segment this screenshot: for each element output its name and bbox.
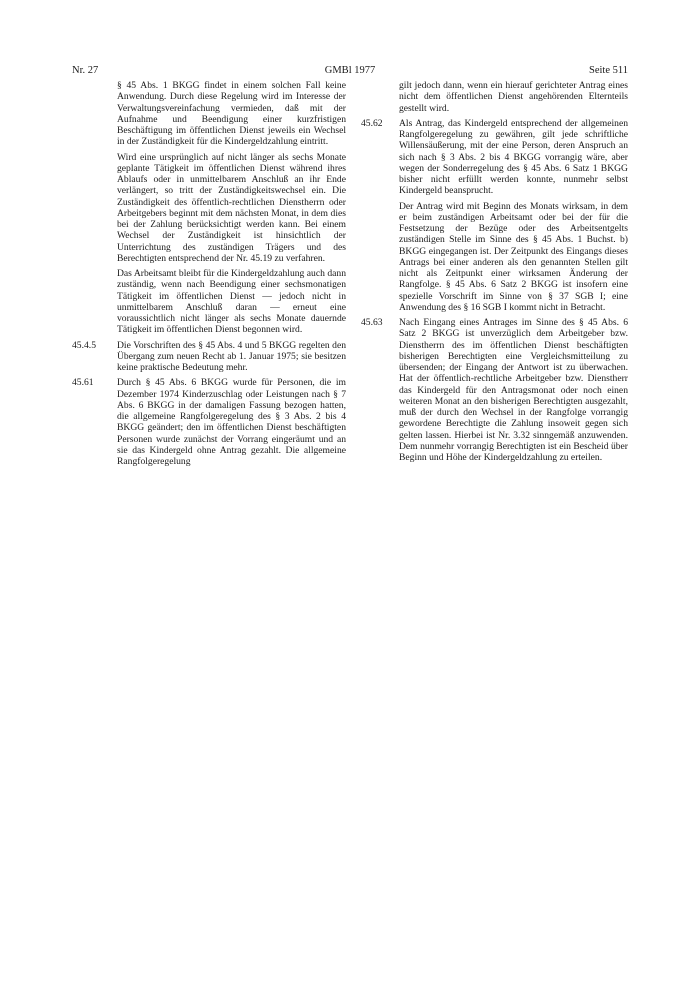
- paragraph: § 45 Abs. 1 BKGG findet in einem solchen Fall keine Anwendung. Durch diese Regelung wird im Interesse der Verwaltungsvereinfachung vermieden, daß mit der Aufnahme und Beendigung einer kurzfristigen Beschäftigung im öffentlichen Dienst jeweils ein Wechsel in der Zuständigkeit für die Kindergeldzahlung eintritt.: [117, 80, 346, 148]
- issue-number: Nr. 27: [72, 65, 99, 76]
- page-header: [72, 64, 628, 78]
- paragraph: Die Vorschriften des § 45 Abs. 4 und 5 BKGG regelten den Übergang zum neuen Recht ab 1. Januar 1975; sie besitzen keine praktische Bedeutung mehr.: [117, 339, 346, 373]
- section-continuation: [72, 80, 346, 336]
- section-45-63: [361, 317, 628, 463]
- paragraph: Wird eine ursprünglich auf nicht länger als sechs Monate geplante Tätigkeit im öffentlichen Dienst während ihres Ablaufs oder in unmittelbarem Anschluß an ihr Ende verlängert, so tritt der Zuständigkeitswechsel ein. Die Zuständigkeit des öffentlich-rechtlichen Dienstherrn oder Arbeitgebers beginnt mit dem nächsten Monat, in dem dies bei der Zahlung berücksichtigt werden kann. Bei einem Wechsel der Zuständigkeit ist hinsichtlich der Unterrichtung des zuständigen Trägers und des Berechtigten entsprechend der Nr. 45.19 zu verfahren.: [117, 151, 346, 264]
- paragraph: Das Arbeitsamt bleibt für die Kindergeldzahlung auch dann zuständig, wenn nach Beendigung einer sechsmonatigen Tätigkeit im öffentlichen Dienst — jedoch nicht in unmittelbarem Anschluß daran — erneut eine voraussichtlich nicht länger als sechs Monate dauernde Tätigkeit im öffentlichen Dienst begonnen wird.: [117, 268, 346, 336]
- section-body: [117, 80, 346, 336]
- section-body: [117, 377, 346, 467]
- paragraph: Der Antrag wird mit Beginn des Monats wirksam, in dem er beim zuständigen Arbeitsamt oder bei der für die Festsetzung der Bezüge oder des Arbeitsentgelts zuständigen Stelle im Sinne des § 45 Abs. 1 Buchst. b) BKGG eingegangen ist. Der Zeitpunkt des Eingangs dieses Antrags bei einer anderen als den genannten Stellen gilt nicht als Zeitpunkt einer wirksamen Änderung der Rangfolge. § 45 Abs. 6 Satz 2 BKGG ist insofern eine spezielle Vorschrift im Sinne von § 37 SGB I; eine Anwendung des § 16 SGB I kommt nicht in Betracht.: [399, 200, 628, 313]
- paragraph: Als Antrag, das Kindergeld entsprechend der allgemeinen Rangfolgeregelung zu gewähren, gilt jede schriftliche Willensäußerung, mit der eine Person, deren Anspruch an sich nach § 3 Abs. 2 bis 4 BKGG vorrangig wäre, aber wegen der Sonderregelung des § 45 Abs. 6 Satz 1 BKGG bisher nicht erfüllt werden konnte, nunmehr selbst Kindergeld beansprucht.: [399, 117, 628, 197]
- section-continuation: [361, 80, 628, 114]
- section-body: [117, 340, 346, 374]
- page-number: Seite 511: [589, 65, 628, 76]
- left-column: [72, 80, 346, 471]
- right-column: [361, 80, 628, 467]
- paragraph: Nach Eingang eines Antrages im Sinne des § 45 Abs. 6 Satz 2 BKGG ist unverzüglich dem Arbeitgeber bzw. Dienstherrn des im öffentlichen Dienst beschäftigten bisherigen Berechtigten eine Vergleichsmitteilung zu übersenden; der Eingang der Antwort ist zu überwachen. Hat der öffentlich-rechtliche Arbeitgeber bzw. Dienstherr das Kindergeld für den Antragsmonat oder noch einen weiteren Monat an den bisherigen Berechtigten ausgezahlt, muß der durch den Wechsel in der Rangfolge vorrangig gewordene Berechtigte die Zahlung insoweit gegen sich gelten lassen. Hierbei ist Nr. 3.32 sinngemäß anzuwenden. Dem nunmehr vorrangig Berechtigten ist ein Bescheid über Beginn und Höhe der Kindergeldzahlung zu erteilen.: [399, 317, 628, 463]
- publication-title: GMBl 1977: [324, 65, 376, 76]
- section-45-61: [72, 377, 346, 467]
- section-number: [72, 80, 117, 336]
- paragraph: gilt jedoch dann, wenn ein hierauf gerichteter Antrag eines nicht dem öffentlichen Dienst angehörenden Elternteils gestellt wird.: [399, 80, 628, 114]
- paragraph: Durch § 45 Abs. 6 BKGG wurde für Personen, die im Dezember 1974 Kinderzuschlag oder Leistungen nach § 7 Abs. 6 BKGG in der damaligen Fassung bezogen hatten, die allgemeine Rangfolgeregelung des § 3 Abs. 2 bis 4 BKGG geändert; den im öffentlichen Dienst beschäftigten Personen wurde zunächst der Vorrang eingeräumt und an sie das Kindergeld ohne Antrag gezahlt. Die allgemeine Rangfolgeregelung: [117, 377, 346, 467]
- section-body: [399, 317, 628, 463]
- section-number: 45.63: [361, 317, 383, 328]
- section-number: 45.4.5: [72, 339, 96, 351]
- section-number: [361, 80, 399, 114]
- section-number: 45.62: [361, 117, 383, 129]
- section-45-62: [361, 118, 628, 313]
- section-body: [399, 80, 628, 114]
- section-45-4-5: [72, 340, 346, 374]
- section-number: 45.61: [72, 377, 94, 389]
- section-body: [399, 118, 628, 313]
